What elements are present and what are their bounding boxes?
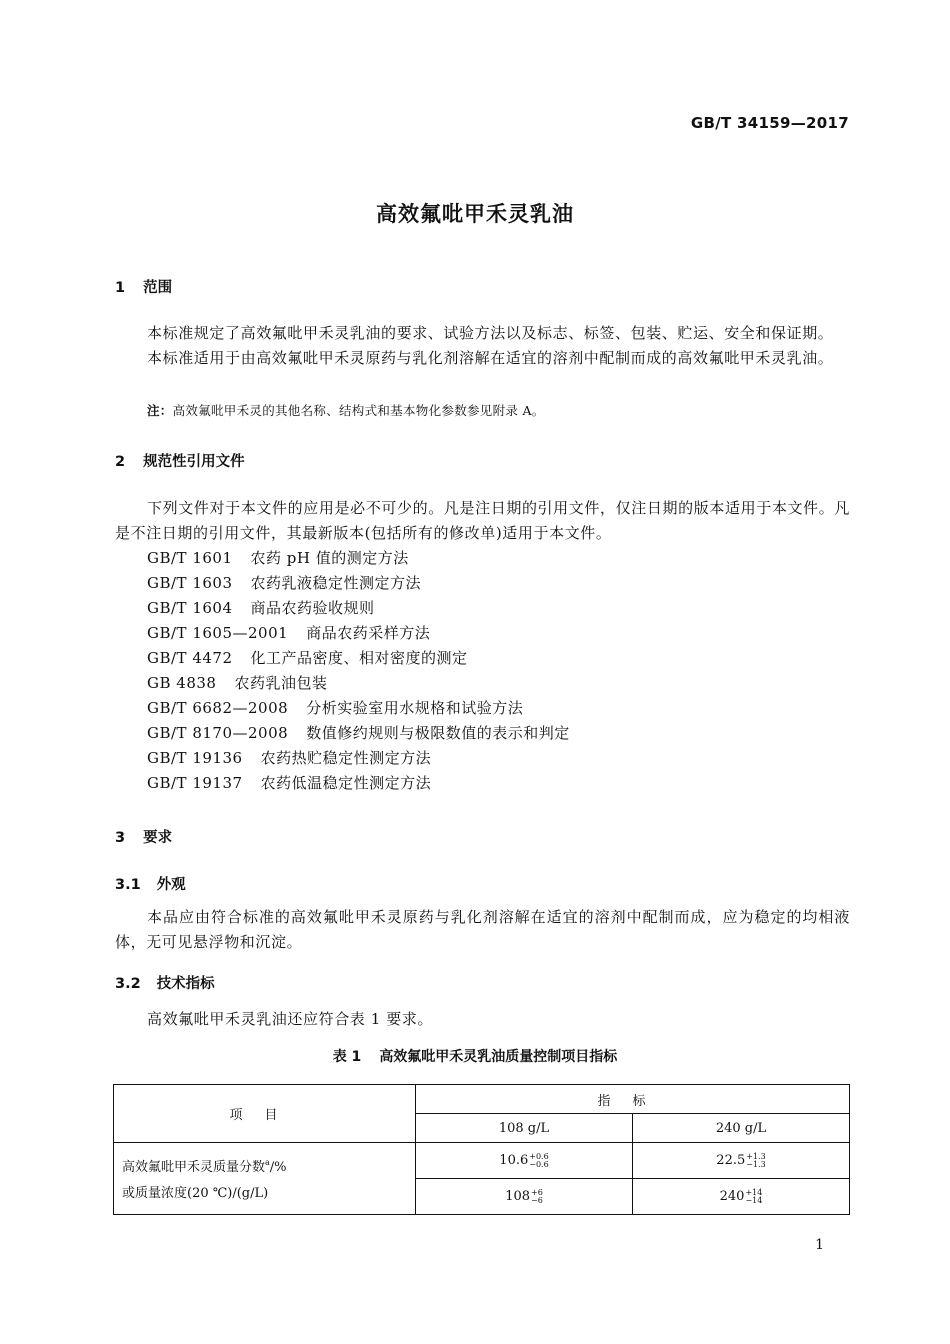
- note-text: 高效氟吡甲禾灵的其他名称、结构式和基本物化参数参见附录 A。: [172, 403, 545, 418]
- scope-paragraph-1: 本标准规定了高效氟吡甲禾灵乳油的要求、试验方法以及标志、标签、包装、贮运、安全和保证期。: [147, 324, 834, 342]
- reference-code: GB 4838: [147, 674, 217, 692]
- reference-title: 化工产品密度、相对密度的测定: [250, 649, 468, 667]
- document-title: 高效氟吡甲禾灵乳油: [376, 202, 574, 226]
- footnote-marker: a: [265, 1158, 270, 1167]
- tolerance-plus: +0.6: [529, 1151, 549, 1161]
- reference-item: [147, 696, 570, 721]
- reference-item: [147, 771, 570, 796]
- quality-spec-table: [113, 1084, 850, 1215]
- technical-spec-paragraph: 高效氟吡甲禾灵乳油还应符合表 1 要求。: [147, 1010, 434, 1028]
- reference-title: 商品农药验收规则: [250, 599, 375, 617]
- table-number: 表 1: [332, 1049, 362, 1065]
- reference-item: [147, 546, 570, 571]
- reference-code: GB/T 1603: [147, 574, 233, 592]
- row-label-line2: 或质量浓度(20 ℃)/(g/L): [122, 1186, 269, 1201]
- section-number: 3.1: [115, 877, 141, 893]
- note-label: 注：: [147, 403, 173, 418]
- reference-list: [147, 546, 570, 796]
- section-title: 范围: [143, 280, 173, 296]
- section-title: 要求: [143, 830, 173, 846]
- section-3-1-heading: [115, 873, 186, 894]
- concentration-240-cell: [633, 1179, 850, 1215]
- reference-title: 农药 pH 值的测定方法: [250, 549, 409, 567]
- reference-code: GB/T 1605—2001: [147, 624, 289, 642]
- reference-item: [147, 671, 570, 696]
- table-caption: [0, 1046, 950, 1066]
- appearance-paragraph: 本品应由符合标准的高效氟吡甲禾灵原药与乳化剂溶解在适宜的溶剂中配制而成，应为稳定的均相液体，无可见悬浮物和沉淀。: [115, 908, 850, 951]
- standard-code: GB/T 34159—2017: [690, 114, 849, 132]
- section-title: 规范性引用文件: [143, 454, 245, 470]
- header-spec-label: 指标: [597, 1093, 668, 1109]
- section-title: 技术指标: [156, 976, 215, 992]
- reference-item: [147, 721, 570, 746]
- section-3-heading: [115, 826, 172, 847]
- scope-note: [147, 401, 545, 419]
- reference-item: [147, 621, 570, 646]
- value-base: 240: [719, 1189, 745, 1204]
- column-108-header: 108 g/L: [416, 1114, 633, 1143]
- tolerance-minus: −0.6: [529, 1159, 549, 1169]
- reference-code: GB/T 19137: [147, 774, 243, 792]
- reference-title: 农药乳油包装: [234, 674, 328, 692]
- row-label-unit: /%: [269, 1160, 287, 1175]
- column-240-header: 240 g/L: [633, 1114, 850, 1143]
- tolerance-minus: −6: [531, 1195, 543, 1205]
- tolerance-plus: +14: [745, 1187, 763, 1197]
- reference-code: GB/T 6682—2008: [147, 699, 289, 717]
- header-item-cell: [114, 1085, 416, 1143]
- reference-title: 数值修约规则与极限数值的表示和判定: [306, 724, 570, 742]
- section-number: 2: [115, 454, 126, 470]
- section-number: 1: [115, 280, 126, 296]
- reference-code: GB/T 1601: [147, 549, 233, 567]
- reference-title: 农药乳液稳定性测定方法: [250, 574, 422, 592]
- reference-code: GB/T 8170—2008: [147, 724, 289, 742]
- concentration-108-cell: [416, 1179, 633, 1215]
- reference-item: [147, 746, 570, 771]
- tolerance-minus: −1.3: [746, 1159, 766, 1169]
- tolerance-plus: +1.3: [746, 1151, 766, 1161]
- section-2-heading: [115, 450, 245, 471]
- section-3-2-heading: [115, 972, 215, 993]
- section-number: 3: [115, 830, 126, 846]
- reference-title: 商品农药采样方法: [306, 624, 431, 642]
- tolerance-minus: −14: [745, 1195, 763, 1205]
- section-title: 外观: [156, 877, 186, 893]
- page-number: 1: [815, 1237, 824, 1253]
- mass-fraction-240-cell: [633, 1143, 850, 1179]
- reference-item: [147, 571, 570, 596]
- value-base: 22.5: [716, 1153, 746, 1168]
- reference-code: GB/T 1604: [147, 599, 233, 617]
- reference-code: GB/T 19136: [147, 749, 243, 767]
- reference-title: 农药热贮稳定性测定方法: [260, 749, 432, 767]
- reference-title: 农药低温稳定性测定方法: [260, 774, 432, 792]
- reference-item: [147, 646, 570, 671]
- table-header-row: [114, 1085, 850, 1114]
- reference-code: GB/T 4472: [147, 649, 233, 667]
- section-number: 3.2: [115, 976, 141, 992]
- tolerance-plus: +6: [531, 1187, 543, 1197]
- table-title: 高效氟吡甲禾灵乳油质量控制项目指标: [379, 1049, 618, 1065]
- row-item-label: [114, 1143, 416, 1215]
- reference-title: 分析实验室用水规格和试验方法: [306, 699, 524, 717]
- value-base: 108: [505, 1189, 531, 1204]
- mass-fraction-108-cell: [416, 1143, 633, 1179]
- scope-paragraph-2: 本标准适用于由高效氟吡甲禾灵原药与乳化剂溶解在适宜的溶剂中配制而成的高效氟吡甲禾灵乳油。: [147, 349, 834, 367]
- table-row: [114, 1143, 850, 1179]
- header-spec-cell: [416, 1085, 850, 1114]
- section-1-heading: [115, 276, 172, 297]
- value-base: 10.6: [499, 1153, 529, 1168]
- references-intro: 下列文件对于本文件的应用是必不可少的。凡是注日期的引用文件，仅注日期的版本适用于本文件。凡是不注日期的引用文件，其最新版本(包括所有的修改单)适用于本文件。: [115, 499, 850, 542]
- header-item-label: 项目: [229, 1108, 300, 1123]
- reference-item: [147, 596, 570, 621]
- row-label-line1: 高效氟吡甲禾灵质量分数: [122, 1160, 266, 1175]
